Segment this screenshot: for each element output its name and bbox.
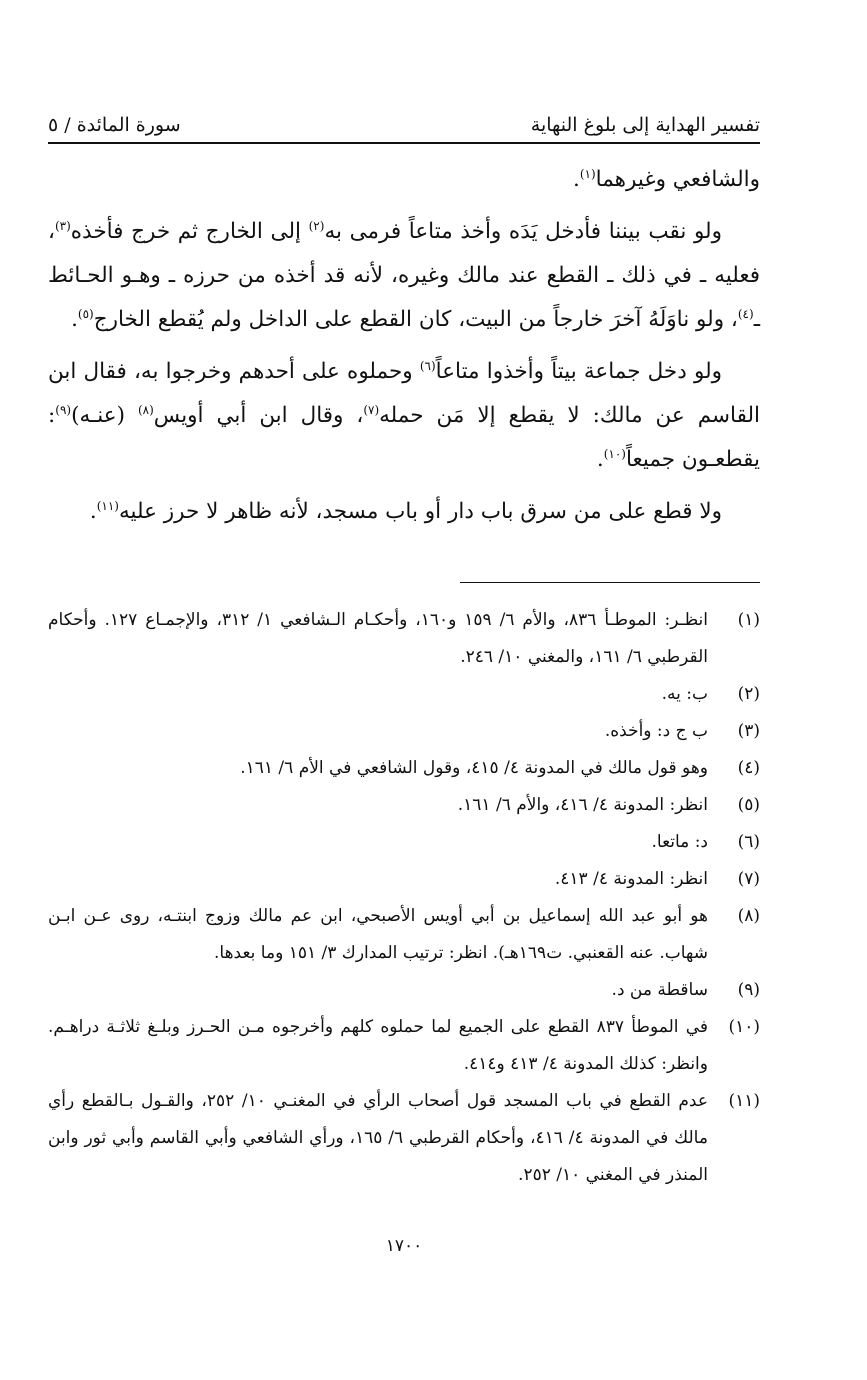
footnote-text: هو أبو عبد الله إسماعيل بن أبي أويس الأصبحي، ابن عم مالك وزوج ابنتـه، روى عـن ابـن شهاب. عنه القعنبي. ت١٦٩هـ). انظر: ترتيب المدارك ٣/ ١٥١ وما بعدها. xyxy=(48,906,708,963)
footnote-text: ب ج د: وأخذه. xyxy=(604,721,708,741)
footnote-number: (٦) xyxy=(737,832,760,852)
footnote-number: (٥) xyxy=(737,795,760,815)
footnote-ref: (٢) xyxy=(308,218,325,233)
paragraph-4: ولا قطع على من سرق باب دار أو باب مسجد، لأنه ظاهر لا حرز عليه$^{(١١)}$. xyxy=(89,498,722,524)
footnote-ref: (٧) xyxy=(363,402,380,417)
footnote-ref: (٩) xyxy=(55,402,72,417)
footnote-item xyxy=(48,861,760,898)
footnote-ref: (٤) xyxy=(737,306,754,321)
footnote-number: (٣) xyxy=(737,721,760,741)
page-number: ١٧٠٠ xyxy=(385,1236,423,1256)
footnote-item xyxy=(48,972,760,1009)
footnote-number: (١١) xyxy=(728,1091,760,1111)
footnote-text: عدم القطع في باب المسجد قول أصحاب الرأي في المغنـي ١٠/ ٢٥٢، والقـول بـالقطع رأي مالك في المدونة ٤/ ٤١٦، وأحكام القرطبي ٦/ ١٦٥، ورأي الشافعي وأبي القاسم وأبي ثور وابن المنذر في المغني ١٠/ ٢٥٢. xyxy=(48,1091,708,1185)
footnote-ref: (٦) xyxy=(419,358,436,373)
footnote-number: (٧) xyxy=(737,869,760,889)
footnote-ref: (٣) xyxy=(54,218,71,233)
footnote-separator xyxy=(460,582,760,583)
running-header xyxy=(48,96,760,136)
footnote-item xyxy=(48,676,760,713)
footnote-ref: (٨) xyxy=(137,402,154,417)
footnote-item xyxy=(48,1009,760,1083)
footnote-number: (٨) xyxy=(737,906,760,926)
footnote-item xyxy=(48,1083,760,1194)
footnote-item xyxy=(48,824,760,861)
footnote-text: انظـر: الموطـأ ٨٣٦، والأم ٦/ ١٥٩ و١٦٠، وأحكـام الـشافعي ١/ ٣١٢، والإجمـاع ١٢٧. وأحكام القرطبي ٦/ ١٦١، والمغني ١٠/ ٢٤٦. xyxy=(48,610,708,667)
footnote-text: ساقطة من د. xyxy=(611,980,708,1000)
footnote-text: انظر: المدونة ٤/ ٤١٦، والأم ٦/ ١٦١. xyxy=(457,795,708,815)
footnote-text: وهو قول مالك في المدونة ٤/ ٤١٥، وقول الشافعي في الأم ٦/ ١٦١. xyxy=(240,758,708,778)
footnote-text: في الموطأ ٨٣٧ القطع على الجميع لما حملوه كلهم وأخرجوه مـن الحـرز وبلـغ ثلاثـة دراهـم. وانظر: كذلك المدونة ٤/ ٤١٣ و٤١٤. xyxy=(48,1017,708,1074)
footnote-item xyxy=(48,787,760,824)
footnote-ref: (٥) xyxy=(77,306,94,321)
footnote-number: (١) xyxy=(737,610,760,630)
footnote-ref: (١١) xyxy=(96,498,119,513)
footnote-item xyxy=(48,750,760,787)
footnote-item xyxy=(48,898,760,972)
footnotes xyxy=(48,602,760,1194)
main-text xyxy=(48,158,760,542)
book-title: تفسير الهداية إلى بلوغ النهاية xyxy=(530,114,760,136)
footnote-ref: (١) xyxy=(579,166,596,181)
footnote-number: (٢) xyxy=(737,684,760,704)
footnote-number: (١٠) xyxy=(728,1017,760,1037)
footnote-item xyxy=(48,602,760,676)
footnote-ref: (١٠) xyxy=(603,446,626,461)
footnote-text: ب: يه. xyxy=(661,684,708,704)
surah-label: سورة المائدة / ٥ xyxy=(48,114,181,136)
paragraph-3: ولو دخل جماعة بيتاً وأخذوا متاعاً$^{(٦)}$ وحملوه على أحدهم وخرجوا به، فقال ابن القاسم عن مالك: لا يقطع إلا مَن حمله$^{(٧)}$، وقال ابن أبي أويس$^{(٨)}$ (عنـه)$^{(٩)}$: يقطعـون جميعاً$^{(١٠)}$. xyxy=(48,358,760,472)
header-rule xyxy=(48,142,760,144)
footnote-item xyxy=(48,713,760,750)
footnote-number: (٩) xyxy=(737,980,760,1000)
paragraph-1: والشافعي وغيرهما$^{(١)}$. xyxy=(572,166,760,192)
page xyxy=(48,0,760,1380)
footnote-number: (٤) xyxy=(737,758,760,778)
paragraph-2: ولو نقب بيننا فأدخل يَدَه وأخذ متاعاً فرمى به$^{(٢)}$ إلى الخارج ثم خرج فأخذه$^{(٣)}$، فعليه ـ في ذلك ـ القطع عند مالك وغيره، لأنه قد أخذه من حرزه ـ وهـو الحـائط ـ$^{(٤)}$، ولو ناوَلَهُ آخرَ خارجاً من البيت، كان القطع على الداخل ولم يُقطع الخارج$^{(٥)}$. xyxy=(48,218,760,332)
footnote-text: انظر: المدونة ٤/ ٤١٣. xyxy=(554,869,708,889)
footnote-text: د: ماتعا. xyxy=(651,832,708,852)
